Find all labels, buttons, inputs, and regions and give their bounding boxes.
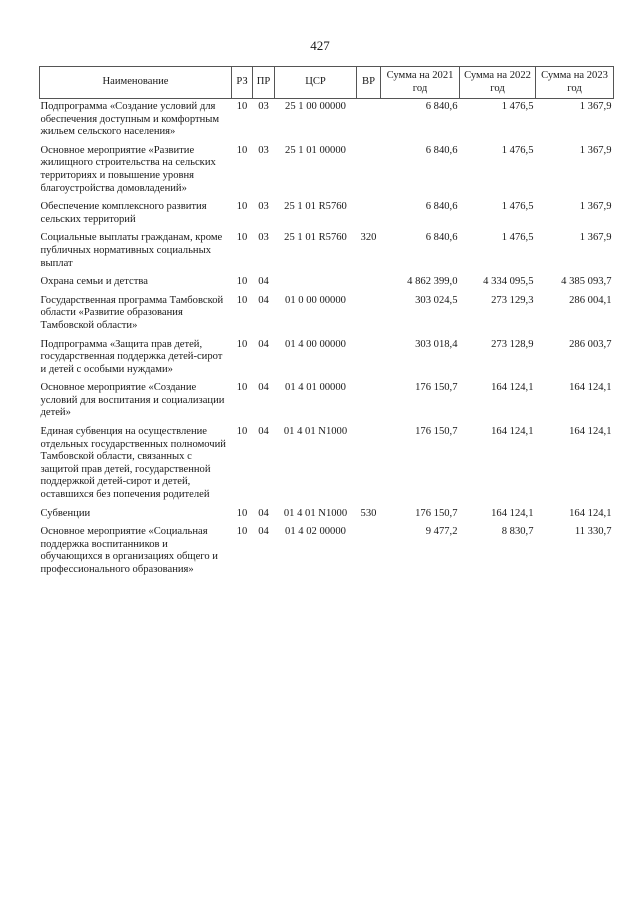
cell-pr: 04	[258, 276, 269, 288]
cell-vr	[357, 337, 381, 381]
cell-sum-2021: 6 840,6	[425, 201, 458, 213]
cell-name: Основное мероприятие «Социальная поддержка воспитанников и обучающихся в организациях общего и профессионального образования»	[40, 526, 218, 575]
cell-sum-2022: 273 129,3	[491, 294, 534, 306]
cell-csr: 25 1 01 R5760	[284, 201, 347, 213]
cell-rz: 10	[236, 101, 248, 112]
table-row	[40, 380, 614, 424]
cell-name: Государственная программа Тамбовской области «Развитие образования Тамбовской области»	[40, 294, 224, 331]
cell-vr	[357, 524, 381, 580]
cell-sum-2021: 176 150,7	[415, 507, 458, 519]
cell-csr	[275, 274, 357, 293]
cell-name: Основное мероприятие «Создание условий для воспитания и социализации детей»	[40, 382, 225, 419]
cell-name: Субвенции	[40, 507, 91, 519]
cell-sum-2023: 1 367,9	[579, 101, 612, 112]
header-csr: ЦСР	[275, 67, 357, 99]
table-row	[40, 230, 614, 274]
cell-sum-2022: 164 124,1	[491, 507, 534, 519]
cell-sum-2023: 164 124,1	[569, 382, 612, 394]
cell-sum-2022: 164 124,1	[491, 426, 534, 438]
cell-vr	[357, 99, 381, 143]
cell-sum-2023: 4 385 093,7	[561, 276, 612, 288]
cell-pr: 04	[258, 338, 269, 350]
cell-name: Социальные выплаты гражданам, кроме публичных нормативных социальных выплат	[40, 232, 223, 269]
budget-table	[39, 66, 614, 581]
cell-pr: 03	[258, 232, 269, 244]
header-sum-2021: Сумма на 2021 год	[381, 67, 460, 99]
header-sum-2022: Сумма на 2022 год	[460, 67, 536, 99]
cell-sum-2022: 1 476,5	[501, 101, 534, 112]
table-body	[40, 99, 614, 581]
cell-rz: 10	[236, 338, 248, 350]
header-vr: ВР	[357, 67, 381, 99]
cell-pr: 03	[258, 144, 269, 156]
header-sum-2023: Сумма на 2023 год	[536, 67, 614, 99]
cell-vr: 530	[360, 507, 377, 519]
cell-pr: 03	[258, 101, 269, 112]
cell-name: Единая субвенция на осуществление отдельных государственных полномочий Тамбовской области, связанных с защитой прав детей, государственной поддержкой детей-сирот и детей, оставшихся без попечения родителей	[40, 426, 226, 501]
cell-name: Охрана семьи и детства	[40, 276, 148, 288]
cell-rz: 10	[236, 294, 248, 306]
cell-name: Подпрограмма «Создание условий для обеспечения доступным и комфортным жильем сельского населения»	[40, 101, 220, 138]
cell-pr: 04	[258, 382, 269, 394]
cell-name: Подпрограмма «Защита прав детей, государственная поддержка детей-сирот и детей с особыми нуждами»	[40, 338, 223, 375]
cell-vr	[357, 293, 381, 337]
cell-csr: 01 4 00 00000	[285, 338, 346, 350]
cell-vr	[357, 380, 381, 424]
cell-sum-2023: 164 124,1	[569, 507, 612, 519]
table-row	[40, 424, 614, 506]
cell-rz: 10	[236, 382, 248, 394]
cell-sum-2021: 6 840,6	[425, 232, 458, 244]
cell-sum-2022: 1 476,5	[501, 201, 534, 213]
cell-vr	[357, 199, 381, 230]
cell-name: Обеспечение комплексного развития сельских территорий	[40, 201, 207, 225]
table-row	[40, 337, 614, 381]
cell-csr: 01 4 01 N1000	[283, 507, 348, 519]
cell-sum-2021: 176 150,7	[415, 382, 458, 394]
cell-rz: 10	[236, 507, 248, 519]
cell-sum-2022: 1 476,5	[501, 144, 534, 156]
cell-sum-2022: 164 124,1	[491, 382, 534, 394]
cell-sum-2023: 286 004,1	[569, 294, 612, 306]
header-name: Наименование	[40, 67, 232, 99]
cell-sum-2023: 164 124,1	[569, 426, 612, 438]
cell-sum-2021: 6 840,6	[425, 144, 458, 156]
cell-vr	[357, 143, 381, 199]
cell-sum-2021: 176 150,7	[415, 426, 458, 438]
cell-csr: 01 0 00 00000	[285, 294, 346, 306]
table-row	[40, 506, 614, 525]
table-row	[40, 99, 614, 143]
cell-sum-2021: 303 018,4	[415, 338, 458, 350]
cell-pr: 04	[258, 526, 269, 538]
table-row	[40, 524, 614, 580]
cell-sum-2022: 8 830,7	[501, 526, 534, 538]
table-header-row	[40, 67, 614, 99]
table-row	[40, 274, 614, 293]
page-number: 427	[310, 38, 330, 53]
cell-csr: 25 1 01 00000	[285, 144, 346, 156]
cell-rz: 10	[236, 144, 248, 156]
cell-pr: 04	[258, 294, 269, 306]
cell-sum-2021: 9 477,2	[425, 526, 458, 538]
cell-sum-2021: 303 024,5	[415, 294, 458, 306]
cell-rz: 10	[236, 232, 248, 244]
cell-rz: 10	[236, 526, 248, 538]
cell-sum-2022: 4 334 095,5	[483, 276, 534, 288]
cell-csr: 01 4 01 N1000	[283, 426, 348, 438]
cell-sum-2021: 6 840,6	[425, 101, 458, 112]
cell-vr: 320	[360, 232, 377, 244]
cell-sum-2023: 1 367,9	[579, 232, 612, 244]
cell-vr	[357, 274, 381, 293]
cell-csr: 25 1 00 00000	[285, 101, 346, 112]
cell-pr: 04	[258, 507, 269, 519]
cell-sum-2023: 1 367,9	[579, 144, 612, 156]
table-row	[40, 293, 614, 337]
table-row	[40, 143, 614, 199]
cell-pr: 03	[258, 201, 269, 213]
cell-csr: 25 1 01 R5760	[284, 232, 347, 244]
header-rz: РЗ	[232, 67, 253, 99]
cell-pr: 04	[258, 426, 269, 438]
cell-sum-2023: 11 330,7	[574, 526, 612, 538]
cell-sum-2023: 1 367,9	[579, 201, 612, 213]
cell-rz: 10	[236, 201, 248, 213]
cell-name: Основное мероприятие «Развитие жилищного строительства на сельских территориях и повышение уровня благоустройства домовладений»	[40, 144, 216, 194]
cell-csr: 01 4 02 00000	[285, 526, 346, 538]
table-row	[40, 199, 614, 230]
cell-csr: 01 4 01 00000	[285, 382, 346, 394]
cell-rz: 10	[236, 426, 248, 438]
cell-sum-2023: 286 003,7	[569, 338, 612, 350]
header-pr: ПР	[253, 67, 275, 99]
cell-sum-2021: 4 862 399,0	[407, 276, 458, 288]
cell-vr	[357, 424, 381, 506]
cell-sum-2022: 1 476,5	[501, 232, 534, 244]
cell-sum-2022: 273 128,9	[491, 338, 534, 350]
cell-rz: 10	[236, 276, 248, 288]
